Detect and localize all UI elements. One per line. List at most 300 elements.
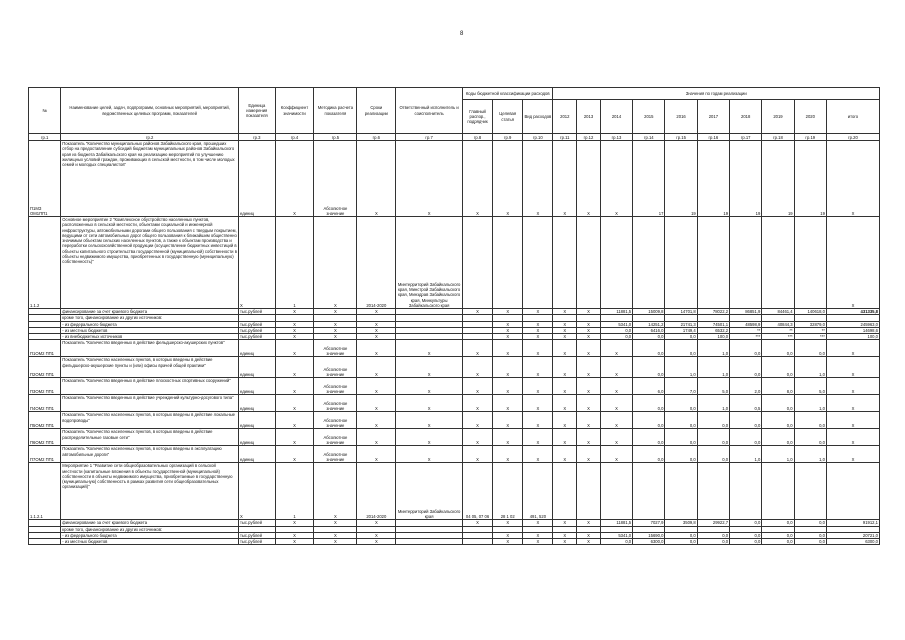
total-cell: 245963,0 (826, 321, 879, 327)
value-cell (577, 463, 601, 520)
header-year: 2019 (762, 100, 794, 134)
column-number-cell: гр.13 (600, 134, 632, 141)
method-cell: Абсолютное значение (314, 395, 357, 412)
value-cell: 0,0 (762, 395, 794, 412)
value-cell: ** (794, 327, 826, 333)
value-cell: 0,0 (697, 429, 729, 446)
term-cell: Х (357, 327, 396, 333)
unit-cell: тыс.рублей (239, 321, 276, 327)
value-cell: 1,0 (697, 340, 729, 357)
unit-cell: Х (239, 463, 276, 520)
value-cell: 0,0 (665, 395, 697, 412)
column-number-cell: гр.12 (577, 134, 601, 141)
value-cell: 0,0 (762, 429, 794, 446)
responsible-cell: Х (396, 141, 463, 217)
total-cell: Х (826, 357, 879, 378)
csr-cell: Х (493, 309, 523, 315)
coef-cell: Х (275, 446, 314, 463)
value-cell (553, 463, 577, 520)
value-cell: 140618,0 (794, 309, 826, 315)
value-cell: Х (577, 532, 601, 538)
csr-cell: Х (493, 378, 523, 395)
row-name-cell: Показатель "Количество населенных пунктов, в которых введены в эксплуатацию автомобильные дороги" (61, 446, 239, 463)
table-row (29, 340, 880, 357)
total-cell: 6300,0 (826, 539, 879, 545)
value-cell (553, 217, 577, 309)
term-cell: 2014-2020 (357, 217, 396, 309)
value-cell: 86851,9 (730, 309, 762, 315)
value-cell: 0,0 (697, 446, 729, 463)
value-cell: Х (553, 532, 577, 538)
value-cell (762, 463, 794, 520)
total-cell: Х (826, 395, 879, 412)
table-row (29, 429, 880, 446)
term-cell: Х (357, 141, 396, 217)
header-year: 2014 (600, 100, 632, 134)
value-cell: 40844,3 (762, 321, 794, 327)
row-num-cell: П1ОМ2 ПП1 (29, 340, 61, 357)
csr-cell: Х (493, 412, 523, 429)
vr-cell: Х (523, 334, 553, 340)
value-cell: 0,0 (762, 412, 794, 429)
term-cell: Х (357, 321, 396, 327)
value-cell: 0,0 (633, 395, 665, 412)
value-cell: 0,0 (600, 539, 632, 545)
value-cell: Х (577, 321, 601, 327)
row-num-cell: П1МЗ ОМ1ПП1 (29, 141, 61, 217)
value-cell: 1749,4 (665, 327, 697, 333)
grbs-cell: Х (462, 412, 492, 429)
row-num-cell: П2ОМ2 ПП1 (29, 357, 61, 378)
vr-cell: Х (523, 446, 553, 463)
header-term: Сроки реализации (357, 88, 396, 134)
value-cell: 2,0 (730, 378, 762, 395)
method-cell: Х (314, 217, 357, 309)
header-codes: Коды бюджетной классификации расходов (462, 88, 552, 100)
coef-cell: Х (275, 327, 314, 333)
responsible-cell: Х (396, 429, 463, 446)
column-number-cell: гр.7 (396, 134, 463, 141)
method-cell: Х (314, 532, 357, 538)
row-num-cell (29, 539, 61, 545)
table-row (29, 378, 880, 395)
method-cell: Х (314, 327, 357, 333)
grbs-cell (462, 539, 492, 545)
term-cell: Х (357, 395, 396, 412)
column-number-cell: гр.20 (826, 134, 879, 141)
value-cell: 5,0 (697, 378, 729, 395)
row-name-cell: Мероприятие 1 "Развитие сети общеобразовательных организаций в сельской местности (капитальные вложения в объекты государственной (муниципальной) собственности в объекты недвижимого имущества, приобретаемые в государственную (муниципальную) собственность в рамках развития сети общеобразовательных организаций)" (61, 463, 239, 520)
row-num-cell: П6ОМ2 ПП1 (29, 429, 61, 446)
value-cell: 14701,8 (665, 309, 697, 315)
value-cell: 0,0 (633, 357, 665, 378)
value-cell: 0,0 (762, 340, 794, 357)
header-total: итого (826, 100, 879, 134)
value-cell: Х (577, 446, 601, 463)
responsible-cell: Х (396, 395, 463, 412)
vr-cell: Х (523, 357, 553, 378)
value-cell: Х (553, 395, 577, 412)
value-cell: 0,0 (794, 340, 826, 357)
row-num-cell: 1.1.2.1 (29, 463, 61, 520)
value-cell: 5341,0 (600, 321, 632, 327)
column-number-cell: гр.8 (462, 134, 492, 141)
value-cell: Х (553, 520, 577, 526)
value-cell: 0,0 (665, 429, 697, 446)
value-cell: 0,0 (762, 357, 794, 378)
value-cell: Х (577, 141, 601, 217)
unit-cell: единиц (239, 357, 276, 378)
row-name-cell: финансирование за счет краевого бюджета (61, 309, 239, 315)
grbs-cell: Х (462, 520, 492, 526)
header-values: Значения по годам реализации (553, 88, 880, 100)
value-cell: ** (762, 327, 794, 333)
csr-cell: Х (493, 520, 523, 526)
value-cell: 0,0 (633, 412, 665, 429)
vr-cell: Х (523, 539, 553, 545)
responsible-cell: Х (396, 340, 463, 357)
value-cell: 15690,0 (633, 532, 665, 538)
column-numbers-row (29, 134, 880, 141)
value-cell: Х (577, 539, 601, 545)
table-row (29, 217, 880, 309)
term-cell: Х (357, 539, 396, 545)
grbs-cell: Х (462, 309, 492, 315)
term-cell: Х (357, 357, 396, 378)
value-cell: Х (577, 412, 601, 429)
value-cell: 1,0 (794, 395, 826, 412)
header-grbs: Главный распор., подрядчик (462, 100, 492, 134)
grbs-cell: Х (462, 446, 492, 463)
header-year: 2013 (577, 100, 601, 134)
value-cell: 14251,2 (633, 321, 665, 327)
value-cell: Х (553, 378, 577, 395)
total-cell: Х (826, 412, 879, 429)
value-cell: 19 (665, 141, 697, 217)
unit-cell: Х (239, 217, 276, 309)
header-coef: Коэффициент значимости (275, 88, 314, 134)
value-cell (794, 463, 826, 520)
value-cell: Х (600, 357, 632, 378)
vr-cell: Х (523, 340, 553, 357)
vr-cell: Х (523, 321, 553, 327)
column-number-cell: гр.5 (314, 134, 357, 141)
term-cell: 2014-2020 (357, 463, 396, 520)
value-cell: 1,0 (697, 395, 729, 412)
method-cell: Х (314, 539, 357, 545)
value-cell: Х (553, 340, 577, 357)
value-cell (762, 217, 794, 309)
csr-cell: Х (493, 357, 523, 378)
unit-cell: единиц (239, 429, 276, 446)
row-num-cell: 1.1.2 (29, 217, 61, 309)
csr-cell: Х (493, 321, 523, 327)
column-number-cell: гр.1 (29, 134, 61, 141)
value-cell: 0,0 (697, 412, 729, 429)
row-name-cell: - из местных бюджетов (61, 327, 239, 333)
coef-cell: Х (275, 532, 314, 538)
term-cell: Х (357, 340, 396, 357)
unit-cell: единиц (239, 141, 276, 217)
row-name-cell: Показатель "Количество введенных в действие фельдшерско-акушерских пунктов" (61, 340, 239, 357)
value-cell (665, 463, 697, 520)
value-cell: 1,0 (730, 446, 762, 463)
responsible-cell (396, 539, 463, 545)
vr-cell: Х (523, 429, 553, 446)
row-num-cell: П4ОМ2 ПП1 (29, 395, 61, 412)
column-number-cell: гр.14 (633, 134, 665, 141)
value-cell: Х (577, 327, 601, 333)
term-cell: Х (357, 412, 396, 429)
value-cell: Х (553, 412, 577, 429)
value-cell: 0,5 (730, 395, 762, 412)
header-year: 2012 (553, 100, 577, 134)
value-cell: Х (600, 340, 632, 357)
method-cell: Х (314, 309, 357, 315)
column-number-cell: гр.18 (762, 134, 794, 141)
term-cell: Х (357, 429, 396, 446)
row-name-cell: Показатель "Количество населенных пунктов, в которых введены в действие локальные водопроводы" (61, 412, 239, 429)
value-cell: *** (730, 334, 762, 340)
value-cell: 0,0 (633, 334, 665, 340)
value-cell: 6,0 (633, 378, 665, 395)
value-cell: 19 (697, 141, 729, 217)
row-name-cell: Показатель "Количество введенных в действие учреждений культурно-досугового типа" (61, 395, 239, 412)
value-cell: 6300,0 (633, 539, 665, 545)
value-cell: Х (553, 141, 577, 217)
header-year: 2017 (697, 100, 729, 134)
method-cell: Абсолютное значение (314, 141, 357, 217)
total-cell: Х (826, 217, 879, 309)
vr-cell: Х (523, 520, 553, 526)
value-cell: 21741,3 (665, 321, 697, 327)
csr-cell: Х (493, 340, 523, 357)
row-name-cell: Показатель "Количество населенных пунктов, в которых введены в действие фельдшерско-акушерские пункты и (или) офисы врачей общей практики" (61, 357, 239, 378)
value-cell: 5,0 (794, 378, 826, 395)
row-name-cell: финансирование за счет краевого бюджета (61, 520, 239, 526)
grbs-cell: 04 05, 07 06 (462, 463, 492, 520)
value-cell: 0,0 (600, 334, 632, 340)
value-cell: 0,0 (665, 340, 697, 357)
row-num-cell: П7ОМ2 ПП1 (29, 446, 61, 463)
table-body (29, 141, 880, 545)
coef-cell: Х (275, 321, 314, 327)
term-cell: Х (357, 309, 396, 315)
header-method: Методика расчета показателя (314, 88, 357, 134)
grbs-cell: Х (462, 395, 492, 412)
value-cell: 0,0 (794, 412, 826, 429)
coef-cell: Х (275, 334, 314, 340)
header-vr: Вид расходов (523, 100, 553, 134)
value-cell: 0,0 (794, 532, 826, 538)
column-number-cell: гр.15 (665, 134, 697, 141)
total-cell: 14698,6 (826, 327, 879, 333)
table-row (29, 539, 880, 545)
value-cell (665, 217, 697, 309)
value-cell (697, 217, 729, 309)
value-cell: Х (577, 334, 601, 340)
grbs-cell: Х (462, 357, 492, 378)
unit-cell: единиц (239, 378, 276, 395)
total-cell: 100,0 (826, 334, 879, 340)
value-cell: 1,0 (665, 357, 697, 378)
header-num: № (29, 88, 61, 134)
column-number-cell: гр.2 (61, 134, 239, 141)
value-cell: Х (553, 357, 577, 378)
column-number-cell: гр.16 (697, 134, 729, 141)
unit-cell: тыс.рублей (239, 520, 276, 526)
row-name-cell: Показатель "Количество населенных пунктов, в которых введены в действие распределительные газовые сети" (61, 429, 239, 446)
total-cell (826, 463, 879, 520)
value-cell: 0,0 (794, 429, 826, 446)
responsible-cell: Х (396, 446, 463, 463)
value-cell: *** (762, 334, 794, 340)
value-cell: 5341,0 (600, 532, 632, 538)
column-number-cell: гр.11 (553, 134, 577, 141)
value-cell (730, 463, 762, 520)
value-cell: ** (730, 327, 762, 333)
value-cell: Х (600, 429, 632, 446)
table-row (29, 357, 880, 378)
coef-cell: Х (275, 539, 314, 545)
row-name-cell: - из федерального бюджета (61, 321, 239, 327)
column-number-cell: гр.17 (730, 134, 762, 141)
coef-cell: Х (275, 395, 314, 412)
value-cell: 1,0 (762, 446, 794, 463)
unit-cell: тыс.рублей (239, 309, 276, 315)
total-cell: 431335,8 (826, 309, 879, 315)
term-cell: Х (357, 446, 396, 463)
value-cell: 11881,5 (600, 520, 632, 526)
method-cell: Абсолютное значение (314, 378, 357, 395)
row-name-cell: - из местных бюджетов (61, 539, 239, 545)
row-name-cell: - из федерального бюджета (61, 532, 239, 538)
value-cell (697, 463, 729, 520)
vr-cell: 491, 520 (523, 463, 553, 520)
value-cell: Х (577, 429, 601, 446)
unit-cell: тыс.рублей (239, 532, 276, 538)
vr-cell: Х (523, 327, 553, 333)
value-cell: Х (577, 520, 601, 526)
header-resp: Ответственный исполнитель и соисполнитель (396, 88, 463, 134)
method-cell: Х (314, 321, 357, 327)
value-cell: Х (553, 321, 577, 327)
header-csr: Целевая статья (493, 100, 523, 134)
value-cell: 6532,2 (697, 327, 729, 333)
method-cell: Абсолютное значение (314, 357, 357, 378)
value-cell: *** (794, 334, 826, 340)
value-cell: 32879,0 (794, 321, 826, 327)
total-cell: Х (826, 141, 879, 217)
table-row (29, 141, 880, 217)
responsible-cell: Минтерриторий Забайкальского края (396, 463, 463, 520)
row-num-cell: П3ОМ2 ПП1 (29, 378, 61, 395)
csr-cell: Х (493, 334, 523, 340)
value-cell: Х (577, 309, 601, 315)
value-cell: 0,0 (730, 357, 762, 378)
term-cell: Х (357, 520, 396, 526)
value-cell: 0,0 (697, 532, 729, 538)
csr-cell: 28 1 02 (493, 463, 523, 520)
coef-cell: Х (275, 141, 314, 217)
row-num-cell: П5ОМ2 ПП1 (29, 412, 61, 429)
csr-cell: Х (493, 395, 523, 412)
column-number-cell: гр.4 (275, 134, 314, 141)
value-cell: Х (553, 446, 577, 463)
value-cell: 0,0 (633, 429, 665, 446)
grbs-cell (462, 217, 492, 309)
total-cell: Х (826, 378, 879, 395)
value-cell: Х (553, 334, 577, 340)
term-cell: Х (357, 334, 396, 340)
row-name-cell: - из внебюджетных источников (61, 334, 239, 340)
value-cell: 78022,2 (697, 309, 729, 315)
value-cell: 17 (633, 141, 665, 217)
grbs-cell: Х (462, 340, 492, 357)
column-number-cell: гр.10 (523, 134, 553, 141)
total-cell: Х (826, 446, 879, 463)
vr-cell: Х (523, 378, 553, 395)
method-cell: Абсолютное значение (314, 429, 357, 446)
value-cell: Х (553, 429, 577, 446)
value-cell: 0,0 (730, 532, 762, 538)
value-cell: 0,0 (730, 429, 762, 446)
method-cell: Х (314, 463, 357, 520)
vr-cell: Х (523, 395, 553, 412)
table-row (29, 395, 880, 412)
value-cell: 0,0 (730, 340, 762, 357)
coef-cell: Х (275, 309, 314, 315)
header-year: 2020 (794, 100, 826, 134)
total-cell: 91912,1 (826, 520, 879, 526)
coef-cell: Х (275, 429, 314, 446)
grbs-cell: Х (462, 141, 492, 217)
unit-cell: единиц (239, 395, 276, 412)
value-cell: 0,0 (665, 334, 697, 340)
value-cell: 74501,1 (697, 321, 729, 327)
unit-cell: тыс.рублей (239, 327, 276, 333)
coef-cell: Х (275, 357, 314, 378)
value-cell: 0,0 (730, 539, 762, 545)
value-cell (633, 217, 665, 309)
row-name-cell: Показатель "Количество введенных в действие плоскостных спортивных сооружений" (61, 378, 239, 395)
row-name-cell: кроме того, финансирование из других источников: (61, 315, 239, 321)
value-cell: 1,0 (794, 446, 826, 463)
column-number-cell: гр.3 (239, 134, 276, 141)
column-number-cell: гр.19 (794, 134, 826, 141)
responsible-cell: Х (396, 412, 463, 429)
value-cell: Х (553, 327, 577, 333)
responsible-cell: Х (396, 378, 463, 395)
value-cell: 0,0 (633, 446, 665, 463)
value-cell (600, 463, 632, 520)
value-cell (577, 217, 601, 309)
value-cell: 1,0 (794, 357, 826, 378)
value-cell: Х (600, 141, 632, 217)
value-cell: 7027,9 (633, 520, 665, 526)
csr-cell (493, 217, 523, 309)
table-row (29, 412, 880, 429)
value-cell: 48598,9 (730, 321, 762, 327)
value-cell: 0,0 (665, 532, 697, 538)
header-year: 2016 (665, 100, 697, 134)
responsible-cell: Минтерриторий Забайкальского края, Минстрой Забайкальского края, Минздрав Забайкальского края, Минкультуры Забайкальского края (396, 217, 463, 309)
value-cell: 3509,8 (665, 520, 697, 526)
value-cell: Х (600, 446, 632, 463)
total-cell: Х (826, 340, 879, 357)
row-name-cell: кроме того, финансирование из других источников: (61, 526, 239, 532)
csr-cell: Х (493, 141, 523, 217)
